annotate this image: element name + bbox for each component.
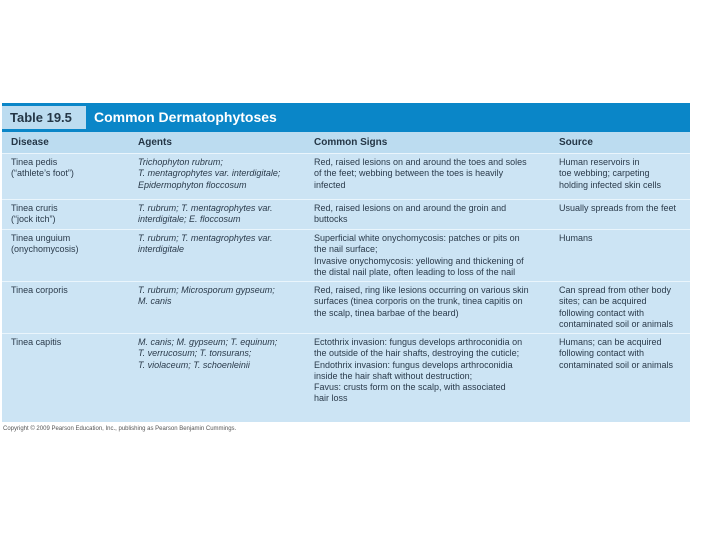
signs-cell: Ectothrix invasion: fungus develops arthroconidia on the outside of the hair shafts, destroying the cuticle; Endothrix invasion: fungus develops arthroconidia inside the hair shaft without destruction; Favus: crusts form on the scalp, with associated hair loss [314,337,523,404]
agents-cell: M. canis; M. gypseum; T. equinum; T. verrucosum; T. tonsurans; T. violaceum; T. schoenleinii [138,337,278,370]
signs-cell: Red, raised lesions on and around the groin and buttocks [314,203,507,225]
header-common-signs: Common Signs [314,137,388,148]
agents-cell: Trichophyton rubrum; T. mentagrophytes var. interdigitale; Epidermophyton floccosum [138,157,281,190]
header-disease: Disease [11,137,49,148]
agents-cell: T. rubrum; T. mentagrophytes var. interdigitale [138,233,273,255]
signs-cell: Red, raised lesions on and around the toes and soles of the feet; webbing between the toes is heavily infected [314,157,527,190]
table-row [2,199,690,230]
agents-cell: T. rubrum; T. mentagrophytes var. interdigitale; E. floccosum [138,203,273,225]
dermatophytoses-table [2,103,690,421]
source-cell: Human reservoirs in toe webbing; carpeting holding infected skin cells [559,157,662,190]
disease-cell: Tinea cruris (“jock itch”) [11,203,58,225]
table-number: Table 19.5 [2,106,86,129]
table-title: Common Dermatophytoses [94,109,277,125]
source-cell: Can spread from other body sites; can be acquired following contact with contaminated soil or animals [559,285,674,329]
table-row [2,229,690,282]
agents-cell: T. rubrum; Microsporum gypseum; M. canis [138,285,275,307]
disease-cell: Tinea corporis [11,285,68,295]
signs-cell: Superficial white onychomycosis: patches or pits on the nail surface; Invasive onychomycosis: yellowing and thickening of the distal nail plate, often leading to loss of the nail [314,233,524,277]
disease-cell: Tinea capitis [11,337,62,347]
disease-cell: Tinea pedis (“athlete’s foot”) [11,157,74,179]
signs-cell: Red, raised, ring like lesions occurring on various skin surfaces (tinea corporis on the trunk, tinea capitis on the scalp, tinea barbae of the beard) [314,285,529,318]
table-header-row [2,132,690,153]
source-cell: Usually spreads from the feet [559,203,677,213]
table-row [2,333,690,422]
header-agents: Agents [138,137,172,148]
table-row [2,281,690,334]
copyright-notice: Copyright © 2009 Pearson Education, Inc., publishing as Pearson Benjamin Cummings. [3,426,237,432]
disease-cell: Tinea unguium (onychomycosis) [11,233,79,255]
header-source: Source [559,137,593,148]
table-title-bar [2,103,690,132]
source-cell: Humans; can be acquired following contact with contaminated soil or animals [559,337,674,370]
table-row [2,153,690,200]
source-cell: Humans [559,233,593,243]
